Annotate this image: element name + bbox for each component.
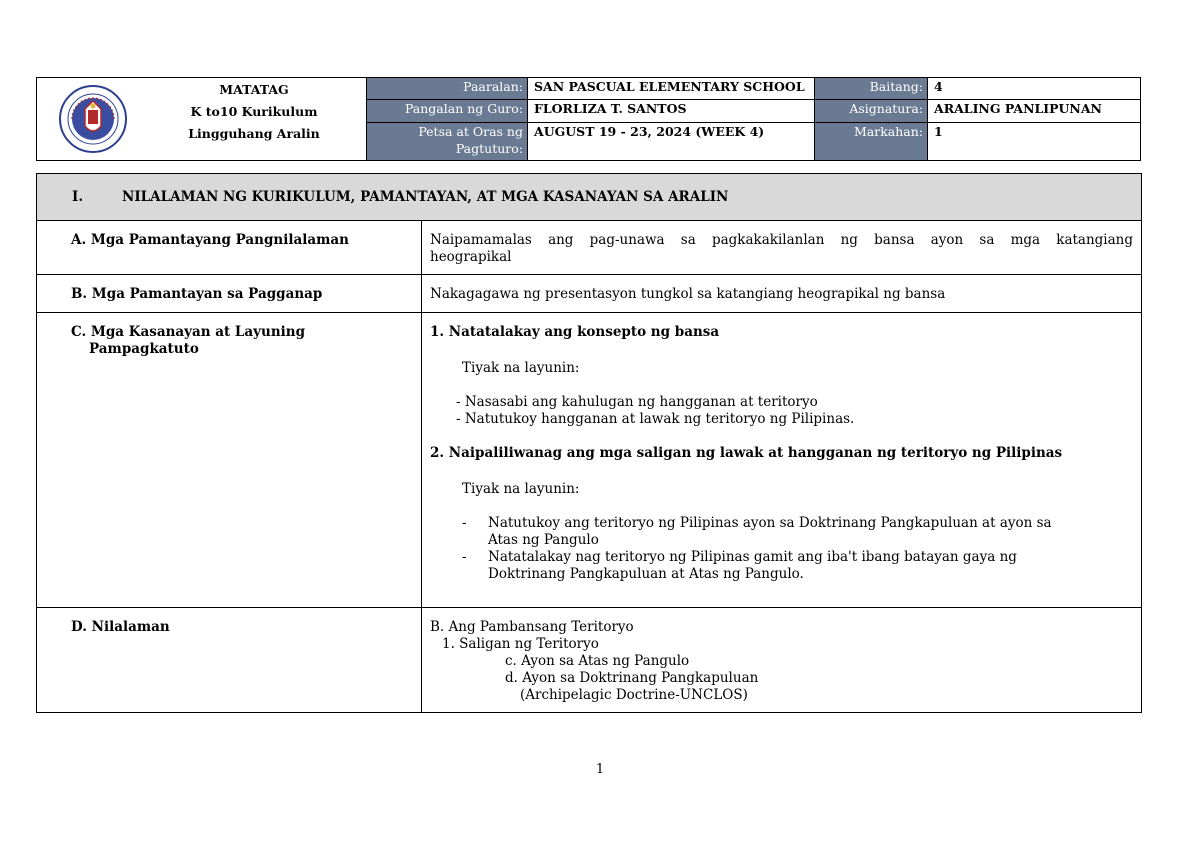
- row-b-content: Nakagagawa ng presentasyon tungkol sa katangiang heograpikal ng bansa: [422, 275, 1142, 313]
- teacher-label: Pangalan ng Guro:: [367, 100, 528, 122]
- lesson-table: [36, 173, 1142, 713]
- page-number: 1: [595, 762, 605, 777]
- row-a-content: [422, 221, 1142, 275]
- grade-value: 4: [928, 78, 1141, 100]
- objective-2: - Natutukoy hangganan at lawak ng teritoryo ng Pilipinas.: [456, 411, 855, 427]
- date-label-line-1: Petsa at Oras ng: [418, 123, 523, 139]
- objective-4: [430, 549, 1133, 583]
- competency-2: 2. Naipaliliwanag ang mga saligan ng lawak at hangganan ng teritoryo ng Pilipinas: [430, 445, 1063, 461]
- row-d-content: [422, 608, 1142, 713]
- dash-marker: -: [462, 549, 467, 565]
- content-line-4: d. Ayon sa Doktrinang Pangkapuluan: [505, 670, 759, 686]
- row-c-content: [422, 313, 1142, 608]
- title-line-3: Lingguhang Aralin: [188, 126, 320, 141]
- row-a-line-1: Naipamamalas ang pag-unawa sa pagkakakilanlan ng bansa ayon sa mga katangiang: [430, 232, 1134, 248]
- header-table: [36, 77, 1141, 161]
- row-a-line-2: heograpikal: [430, 249, 512, 265]
- content-line-3: c. Ayon sa Atas ng Pangulo: [505, 653, 690, 669]
- objective-1: - Nasasabi ang kahulugan ng hangganan at teritoryo: [456, 394, 818, 410]
- section-title: NILALAMAN NG KURIKULUM, PAMANTAYAN, AT MGA KASANAYAN SA ARALIN: [122, 188, 729, 205]
- date-label: [367, 122, 528, 160]
- subject-value: ARALING PANLIPUNAN: [928, 100, 1141, 122]
- row-c-label-line-1: C. Mga Kasanayan at Layuning: [71, 324, 306, 340]
- content-line-2: 1. Saligan ng Teritoryo: [442, 636, 599, 652]
- title-line-1: MATATAG: [219, 82, 289, 97]
- competency-1: 1. Natatalakay ang konsepto ng bansa: [430, 324, 720, 340]
- subject-label: Asignatura:: [815, 100, 928, 122]
- section-heading: [37, 174, 1142, 221]
- objectives-heading-2: Tiyak na layunin:: [462, 481, 580, 497]
- objective-3: [430, 515, 1133, 549]
- objective-4-line-2: Doktrinang Pangkapuluan at Atas ng Pangulo.: [488, 566, 804, 582]
- quarter-label: Markahan:: [815, 122, 928, 160]
- content-line-5: (Archipelagic Doctrine-UNCLOS): [520, 687, 748, 703]
- content-line-1: B. Ang Pambansang Teritoryo: [430, 619, 634, 635]
- objective-3-line-1: Natutukoy ang teritoryo ng Pilipinas ayon sa Doktrinang Pangkapuluan at ayon sa: [488, 515, 1052, 531]
- objective-4-line-1: Natatalakay nag teritoryo ng Pilipinas gamit ang iba't ibang batayan gaya ng: [488, 549, 1017, 565]
- title-line-2: K to10 Kurikulum: [190, 104, 318, 119]
- grade-label: Baitang:: [815, 78, 928, 100]
- row-c-label: [37, 313, 422, 608]
- dash-marker: -: [462, 515, 467, 531]
- section-number: I.: [72, 188, 84, 205]
- row-a-label: A. Mga Pamantayang Pangnilalaman: [37, 221, 422, 275]
- row-c-label-line-2: Pampagkatuto: [89, 341, 199, 357]
- document-title: [169, 79, 339, 145]
- quarter-value: 1: [928, 122, 1141, 160]
- objectives-heading-1: Tiyak na layunin:: [462, 360, 580, 376]
- deped-seal-logo: [58, 84, 128, 154]
- row-b-label: B. Mga Pamantayan sa Pagganap: [37, 275, 422, 313]
- teacher-value: FLORLIZA T. SANTOS: [528, 100, 815, 122]
- school-value: SAN PASCUAL ELEMENTARY SCHOOL: [528, 78, 815, 100]
- date-value: AUGUST 19 - 23, 2024 (WEEK 4): [528, 122, 815, 160]
- logo-title-cell: [37, 78, 367, 161]
- date-label-line-2: Pagtuturo:: [455, 140, 523, 156]
- row-d-label: D. Nilalaman: [37, 608, 422, 713]
- school-label: Paaralan:: [367, 78, 528, 100]
- objective-3-line-2: Atas ng Pangulo: [488, 532, 599, 548]
